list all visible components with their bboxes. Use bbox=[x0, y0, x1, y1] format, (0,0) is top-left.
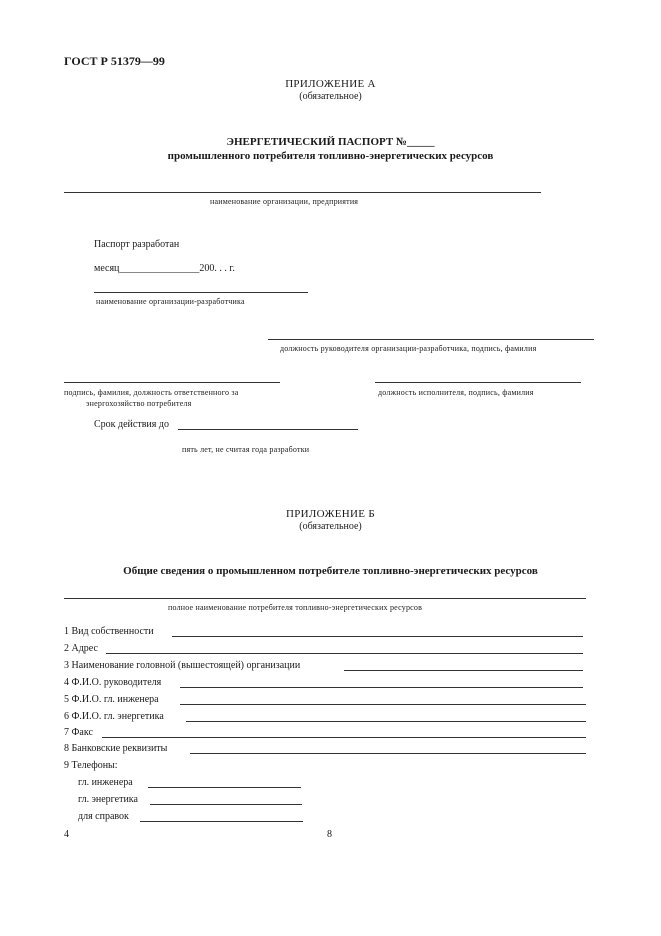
org-name-line bbox=[64, 192, 541, 193]
list-item-director: 4 Ф.И.О. руководителя bbox=[64, 677, 162, 688]
head-signature-line bbox=[268, 339, 594, 340]
responsible-caption-2: энергохозяйство потребителя bbox=[86, 399, 192, 408]
developer-caption: наименование организации-разработчика bbox=[96, 297, 245, 306]
list-item-parent-org: 3 Наименование головной (вышестоящей) организации bbox=[64, 660, 301, 671]
document-code: ГОСТ Р 51379—99 bbox=[64, 54, 165, 68]
appendix-a-status: (обязательное) bbox=[299, 91, 362, 102]
phone-reference-label: для справок bbox=[78, 811, 129, 822]
list-item-bank-details: 8 Банковские реквизиты bbox=[64, 743, 168, 754]
director-line bbox=[180, 687, 583, 688]
consumer-name-line bbox=[64, 598, 586, 599]
chief-power-engineer-line bbox=[186, 721, 586, 722]
list-item-ownership: 1 Вид собственности bbox=[64, 626, 154, 637]
head-signature-caption: должность руководителя организации-разработчика, подпись, фамилия bbox=[280, 344, 537, 353]
validity-label: Срок действия до bbox=[94, 419, 169, 430]
consumer-name-caption: полное наименование потребителя топливно-энергетических ресурсов bbox=[168, 603, 423, 612]
list-item-phones: 9 Телефоны: bbox=[64, 760, 118, 771]
validity-caption: пять лет, не считая года разработки bbox=[182, 445, 310, 454]
month-line: месяц________________200. . . г. bbox=[94, 263, 235, 274]
page-number-center: 8 bbox=[327, 829, 332, 840]
executor-caption: должность исполнителя, подпись, фамилия bbox=[378, 388, 534, 397]
appendix-a-title: ПРИЛОЖЕНИЕ А bbox=[285, 78, 376, 90]
passport-subheading: промышленного потребителя топливно-энергетических ресурсов bbox=[167, 150, 494, 162]
address-line bbox=[106, 653, 583, 654]
appendix-b-status: (обязательное) bbox=[299, 521, 362, 532]
list-item-address: 2 Адрес bbox=[64, 643, 98, 654]
phone-chief-engineer-line bbox=[148, 787, 301, 788]
org-name-caption: наименование организации, предприятия bbox=[210, 197, 359, 206]
page-number-left: 4 bbox=[64, 829, 69, 840]
ownership-line bbox=[172, 636, 583, 637]
validity-line bbox=[178, 429, 358, 430]
parent-org-line bbox=[344, 670, 583, 671]
list-item-chief-power-engineer: 6 Ф.И.О. гл. энергетика bbox=[64, 711, 164, 722]
bank-details-line bbox=[190, 753, 586, 754]
phone-chief-engineer-label: гл. инженера bbox=[78, 777, 133, 788]
responsible-caption-1: подпись, фамилия, должность ответственного за bbox=[64, 388, 239, 397]
general-info-heading: Общие сведения о промышленном потребителе топливно-энергетических ресурсов bbox=[123, 565, 538, 577]
passport-heading: ЭНЕРГЕТИЧЕСКИЙ ПАСПОРТ №_____ bbox=[226, 136, 435, 148]
appendix-b-title: ПРИЛОЖЕНИЕ Б bbox=[286, 508, 375, 520]
fax-line bbox=[102, 737, 586, 738]
phone-chief-power-engineer-label: гл. энергетика bbox=[78, 794, 138, 805]
developer-line bbox=[94, 292, 308, 293]
list-item-chief-engineer: 5 Ф.И.О. гл. инженера bbox=[64, 694, 159, 705]
list-item-fax: 7 Факс bbox=[64, 727, 93, 738]
chief-engineer-line bbox=[180, 704, 586, 705]
executor-line bbox=[375, 382, 581, 383]
developed-label: Паспорт разработан bbox=[94, 239, 180, 250]
phone-chief-power-engineer-line bbox=[150, 804, 302, 805]
responsible-line bbox=[64, 382, 280, 383]
phone-reference-line bbox=[140, 821, 303, 822]
